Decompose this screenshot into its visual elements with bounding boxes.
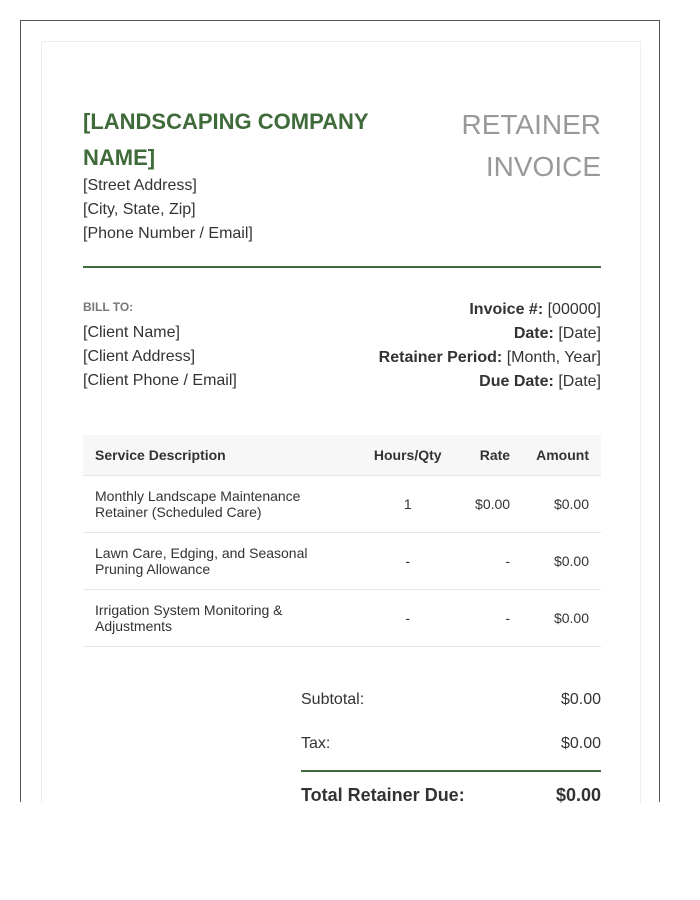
row-description: Monthly Landscape Maintenance Retainer (Scheduled Care)	[83, 476, 362, 533]
tax-value: $0.00	[560, 735, 601, 752]
line-items-table	[83, 435, 601, 647]
invoice-number-label: Invoice #:	[469, 301, 544, 318]
company-name: [LANDSCAPING COMPANY NAME]	[83, 109, 369, 170]
invoice-number-value: [00000]	[547, 301, 601, 318]
subtotal-label: Subtotal:	[301, 691, 365, 708]
column-header-description: Service Description	[83, 435, 362, 476]
company-contact: [Phone Number / Email]	[83, 225, 253, 242]
due-date-value: [Date]	[558, 373, 601, 390]
invoice-number-row	[379, 298, 601, 322]
retainer-period-label: Retainer Period:	[378, 349, 503, 366]
column-header-amount: Amount	[522, 435, 601, 476]
company-city: [City, State, Zip]	[83, 201, 196, 218]
table-row	[83, 590, 601, 647]
header-divider	[83, 266, 601, 268]
total-row	[301, 772, 601, 818]
retainer-period-value: [Month, Year]	[506, 349, 601, 366]
subtotal-row	[301, 682, 601, 726]
row-rate: $0.00	[454, 476, 522, 533]
row-description: Irrigation System Monitoring & Adjustments	[83, 590, 362, 647]
company-address-block	[83, 174, 253, 246]
due-date-row	[379, 370, 601, 394]
invoice-date-label: Date:	[513, 325, 554, 342]
subtotal-value: $0.00	[560, 691, 601, 708]
client-contact: [Client Phone / Email]	[83, 372, 237, 389]
total-label: Total Retainer Due:	[301, 785, 465, 805]
invoice-date-value: [Date]	[558, 325, 601, 342]
client-name: [Client Name]	[83, 324, 180, 341]
column-header-hours: Hours/Qty	[362, 435, 454, 476]
row-amount: $0.00	[522, 533, 601, 590]
page-frame	[20, 20, 660, 805]
row-amount: $0.00	[522, 590, 601, 647]
table-header-row	[83, 435, 601, 476]
document-title	[401, 104, 601, 188]
invoice-sheet	[41, 41, 641, 803]
due-date-label: Due Date:	[479, 373, 554, 390]
client-address: [Client Address]	[83, 348, 196, 365]
invoice-date-row	[379, 322, 601, 346]
total-value: $0.00	[555, 785, 601, 805]
bill-to-block	[83, 321, 237, 393]
bill-to-label: BILL TO:	[83, 300, 134, 314]
table-row	[83, 476, 601, 533]
row-rate: -	[454, 533, 522, 590]
row-hours: -	[362, 533, 454, 590]
document-title-line2: INVOICE	[485, 151, 601, 182]
invoice-meta	[379, 298, 601, 394]
retainer-period-row	[379, 346, 601, 370]
row-hours: -	[362, 590, 454, 647]
table-row	[83, 533, 601, 590]
row-hours: 1	[362, 476, 454, 533]
company-street: [Street Address]	[83, 177, 197, 194]
row-rate: -	[454, 590, 522, 647]
document-title-line1: RETAINER	[461, 109, 601, 140]
tax-row	[301, 726, 601, 770]
totals-block	[301, 682, 601, 818]
tax-label: Tax:	[301, 735, 331, 752]
column-header-rate: Rate	[454, 435, 522, 476]
row-description: Lawn Care, Edging, and Seasonal Pruning Allowance	[83, 533, 362, 590]
row-amount: $0.00	[522, 476, 601, 533]
